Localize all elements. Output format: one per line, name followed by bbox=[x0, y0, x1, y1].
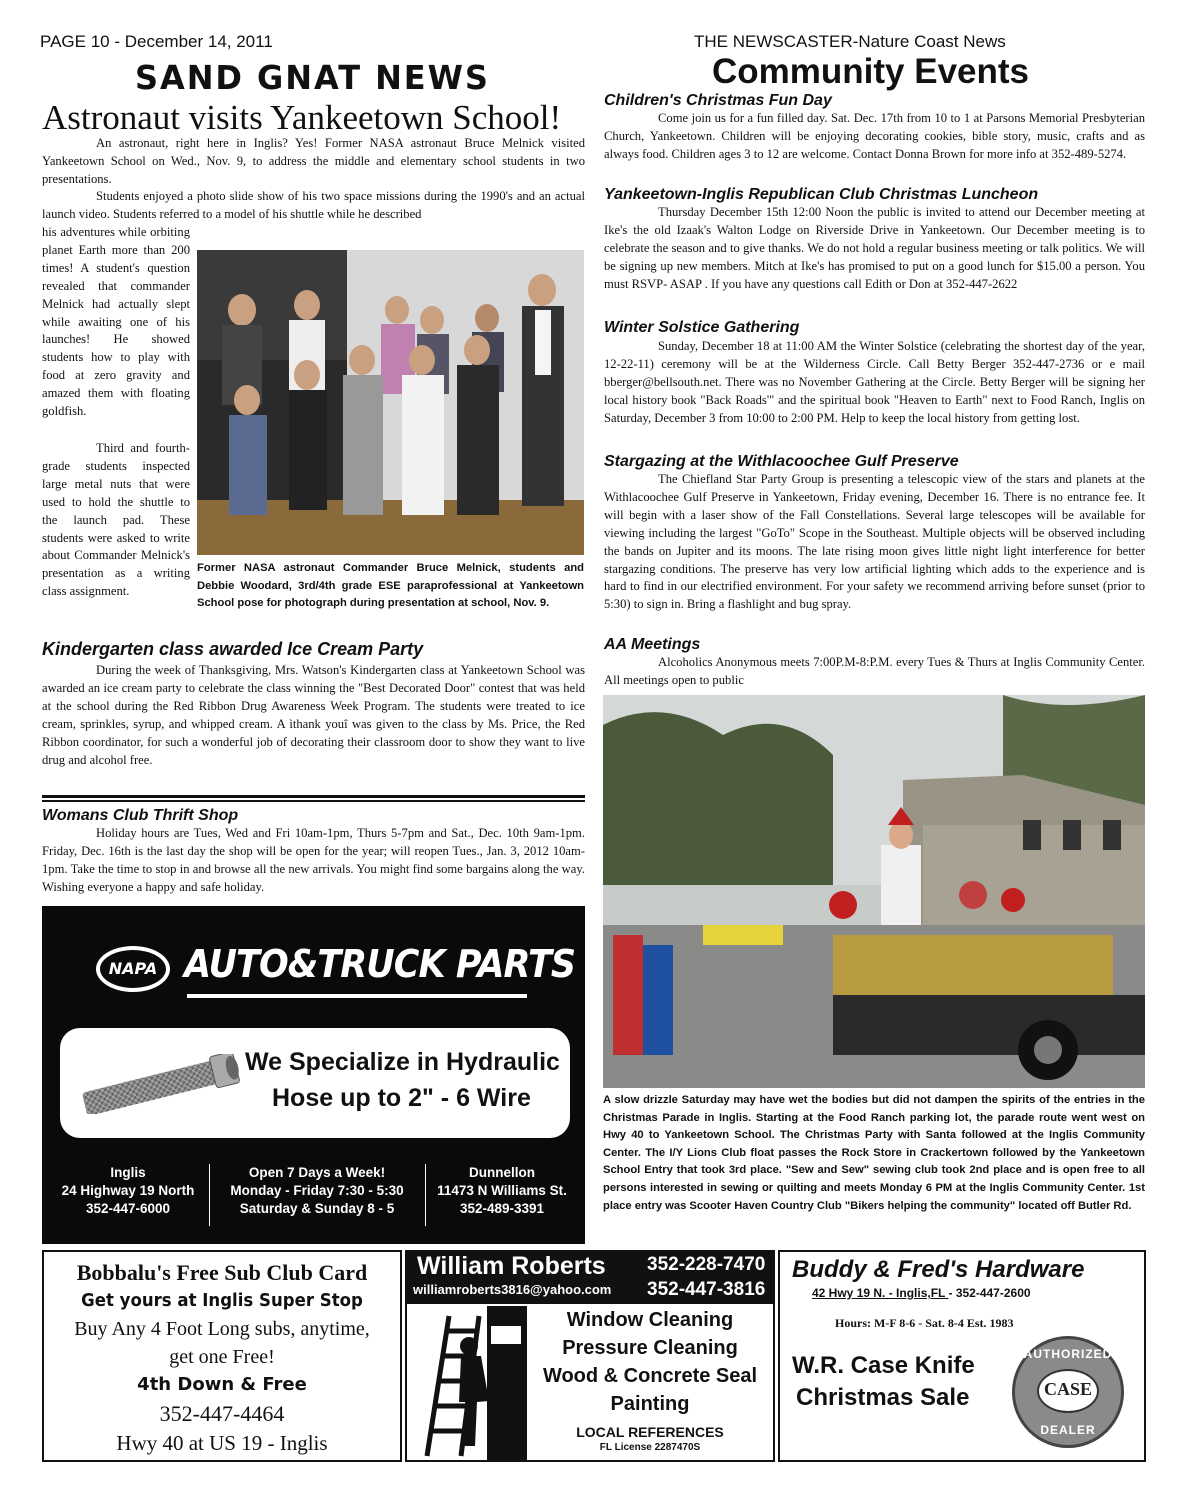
service-item: Painting bbox=[610, 1393, 690, 1415]
bobbalu-subtitle: Get yours at Inglis Super Stop bbox=[81, 1290, 363, 1311]
william-name: William Roberts bbox=[417, 1252, 606, 1280]
event-title: Children's Christmas Fun Day bbox=[604, 92, 832, 109]
william-email: williamroberts3816@yahoo.com bbox=[413, 1282, 612, 1297]
case-sale-line2: Christmas Sale bbox=[796, 1384, 970, 1411]
william-references: LOCAL REFERENCES bbox=[576, 1424, 724, 1440]
kindergarten-body: During the week of Thanksgiving, Mrs. Watson's Kindergarten class at Yankeetown School was awarded an ice cream party to celebrate the class winning the "Best Decorated Door" contest that was held at the school during the Red Ribbon Drug Awareness Week Program. The students were treated to ice cream, sprinkles, syrup, and whipped cream. A ìthank youî was given to the class by Ms. Price, the Red Ribbon coordinator, for such a wonderful job of decorating their classroom door to show they want to live drug and alcohol free. bbox=[42, 663, 585, 767]
article-column: his adventures while orbiting planet Earth more than 200 times! A student's question revealed that commander Melnick had actually slept while awaiting one of his launches! He showed students how to play with food at zero gravity and amazed them with floating goldfish. bbox=[42, 225, 190, 419]
headline: Astronaut visits Yankeetown School! bbox=[42, 98, 562, 137]
event-body: Come join us for a fun filled day. Sat. Dec. 17th from 10 to 1 at Parsons Memorial Presbyterian Church, Yankeetown. Children will be enjoying decorating cookies, bible story, music, crafts and as always food. Children ages 3 to 12 are welcome. Contact Donna Brown for more info at 352-489-5274. bbox=[604, 111, 1145, 161]
thrift-body: Holiday hours are Tues, Wed and Fri 10am-1pm, Thurs 5-7pm and Sat., Dec. 10th 9am-1pm. Friday, Dec. 16th is the last day the shop will be open for the year; will reopen Tues., Jan. 3, 2012 10am-1pm. Take the time to stop in and browse all the new arrivals. You might find some bargains along the way. Wishing everyone a happy and safe holiday. bbox=[42, 826, 585, 894]
napa-hours: Open 7 Days a Week! Monday - Friday 7:30 - 5:30 Saturday & Sunday 8 - 5 bbox=[230, 1165, 404, 1216]
badge-mid-text: CASE bbox=[1043, 1379, 1092, 1399]
service-item: Pressure Cleaning bbox=[562, 1337, 738, 1359]
william-phone: 352-228-7470 bbox=[647, 1254, 766, 1275]
bobbalu-offer: Buy Any 4 Foot Long subs, anytime, bbox=[74, 1318, 370, 1340]
napa-title: AUTO&TRUCK PARTS bbox=[184, 942, 576, 986]
napa-location-dunnellon: Dunnellon 11473 N Williams St. 352-489-3391 bbox=[437, 1165, 567, 1216]
buddy-fred-ad bbox=[778, 1250, 1146, 1462]
william-services bbox=[527, 1306, 773, 1418]
parade-photo bbox=[603, 695, 1145, 1088]
event-title: Winter Solstice Gathering bbox=[604, 319, 800, 336]
event-body: Thursday December 15th 12:00 Noon the public is invited to attend our December meeting at Ike's the old Izaak's Walton Lodge on Riverside Drive in Yankeetown. Our December meeting is to celebrate the season and to give thanks. We do not hold a regular business meeting or talk politics. We will be signing up new members. Mitch at Ike's has promised to put on a good lunch for $15.00 a person. You must RSVP- ASAP . If you have any questions call Edith or Don at 352-447-2622 bbox=[604, 205, 1145, 291]
hose-icon bbox=[74, 1054, 244, 1114]
buddy-phone: - 352-447-2600 bbox=[948, 1286, 1031, 1300]
william-license: FL License 2287470S bbox=[599, 1442, 701, 1453]
article-column: Third and fourth-grade students inspected large metal nuts that were used to hold the shuttle to the launch pad. These students were asked to write about Commander Melnick's presentation as a writing class assignment. bbox=[42, 441, 190, 599]
bobbalu-tagline: 4th Down & Free bbox=[137, 1374, 307, 1395]
buddy-hours: Hours: M-F 8-6 - Sat. 8-4 Est. 1983 bbox=[835, 1316, 1014, 1330]
napa-spec-panel bbox=[60, 1028, 570, 1138]
badge-top-text: AUTHORIZED bbox=[1023, 1347, 1113, 1361]
napa-spec-line1: We Specialize in Hydraulic bbox=[245, 1048, 560, 1076]
william-roberts-ad bbox=[405, 1250, 775, 1462]
event-body: Sunday, December 18 at 11:00 AM the Winter Solstice (celebrating the shortest day of the year, 12-22-11) ceremony will be at the Wilderness Circle. Call Betty Berger 352-447-2736 or e mail bberger@bellsouth.net. There was no November Gathering at the Circle. Betty Berger will be signing her local history book "Back Roads'" and the spiritual book "Heaven to Earth" next to Food Ranch, Inglis on Saturday, December 3 from 10:00 to 2:00 PM. Help to keep the local history from getting lost. bbox=[604, 339, 1145, 425]
paper-name: THE NEWSCASTER-Nature Coast News bbox=[694, 32, 1006, 51]
page-folio: PAGE 10 - December 14, 2011 bbox=[40, 32, 273, 51]
buddy-address-line bbox=[812, 1286, 1031, 1300]
event-body: Alcoholics Anonymous meets 7:00P.M-8:P.M. every Tues & Thurs at Inglis Community Center. All meetings open to public bbox=[604, 655, 1145, 687]
thrift-heading: Womans Club Thrift Shop bbox=[42, 807, 239, 824]
event-title: AA Meetings bbox=[604, 636, 701, 653]
event-title: Stargazing at the Withlacoochee Gulf Preserve bbox=[604, 453, 959, 470]
event-title: Yankeetown-Inglis Republican Club Christmas Luncheon bbox=[604, 186, 1039, 203]
napa-divider bbox=[425, 1164, 426, 1226]
event-body: The Chiefland Star Party Group is presenting a telescopic view of the stars and planets at the Withlacoochee Gulf Preserve in Yankeetown, Friday evening, December 16. There is no entrance fee. It will begin with a laser show of the Fall Constellations. Several large telescopes will be available for viewing including the largest "GoTo" Scope in the Southeast. Multiple objects will be observed including the bands on Jupiter and its moons. The late rising moon gives little night light interference for better stargazing conditions. The preserve has very low artificial lighting which adds to the experience and is hard to find in our electrified environment. For your safety we recommend arriving before sunset (prior to 5:30) to sign in. Bring a flashlight and bug spray. bbox=[604, 472, 1145, 612]
william-phone: 352-447-3816 bbox=[647, 1279, 766, 1300]
painter-ladder-icon bbox=[409, 1306, 527, 1460]
buddy-title: Buddy & Fred's Hardware bbox=[792, 1256, 1085, 1283]
bobbalu-phone: 352-447-4464 bbox=[159, 1401, 285, 1426]
service-item: Window Cleaning bbox=[566, 1309, 734, 1331]
article-paragraph: An astronaut, right here in Inglis? Yes! Former NASA astronaut Bruce Melnick visited Yankeetown School on Wed., Nov. 9, to address the middle and elementary school students in two presentations. bbox=[42, 136, 585, 186]
napa-location-inglis: Inglis 24 Highway 19 North 352-447-6000 bbox=[61, 1165, 195, 1216]
article-paragraph: Students enjoyed a photo slide show of his two space missions during the 1990's and an actual launch video. Students referred to a model of his shuttle while he described bbox=[42, 189, 585, 221]
parade-caption: A slow drizzle Saturday may have wet the bodies but did not dampen the spirits of the entries in the Christmas Parade in Inglis. Starting at the Food Ranch parking lot, the parade route went west on Hwy 40 to Yankeetown School. The Christmas Party with Santa followed at the Inglis Community Center. The I/Y Lions Club float passes the Rock Store in Crackertown followed by the Yankeetown School Entry that took 3rd place. "Sew and Sew" sewing club took 2nd place and is open free to all persons interested in sewing or quilting and meets Monday 6 PM at the Inglis Community Center. 1st place entry was Scooter Haven Country Club "Bikers helping the community" located off Butler Rd. bbox=[603, 1094, 1145, 1212]
napa-ad bbox=[42, 906, 585, 1244]
napa-underline bbox=[187, 994, 527, 998]
service-item: Wood & Concrete Seal bbox=[542, 1365, 758, 1387]
buddy-address: 42 Hwy 19 N. - Inglis,FL bbox=[812, 1286, 949, 1300]
badge-bottom-text: DEALER bbox=[1040, 1423, 1096, 1437]
bobbalu-address: Hwy 40 at US 19 - Inglis bbox=[116, 1431, 328, 1455]
photo-caption: Former NASA astronaut Commander Bruce Melnick, students and Debbie Woodard, 3rd/4th grade ESE paraprofessional at Yankeetown School pose for photograph during presentation at school, Nov. 9. bbox=[197, 562, 584, 610]
kindergarten-heading: Kindergarten class awarded Ice Cream Party bbox=[42, 639, 424, 659]
masthead: SAND GNAT NEWS bbox=[135, 58, 490, 97]
bobbalu-ad bbox=[42, 1250, 402, 1462]
case-dealer-badge bbox=[1012, 1336, 1124, 1448]
napa-divider bbox=[209, 1164, 210, 1226]
students-photo bbox=[197, 250, 584, 555]
bobbalu-offer: get one Free! bbox=[169, 1346, 275, 1368]
bobbalu-title: Bobbalu's Free Sub Club Card bbox=[76, 1260, 368, 1285]
section-title: Community Events bbox=[712, 52, 1029, 91]
napa-spec-line2: Hose up to 2" - 6 Wire bbox=[272, 1084, 531, 1112]
napa-logo: NAPA bbox=[96, 946, 170, 992]
section-divider bbox=[42, 795, 585, 802]
case-sale-line1: W.R. Case Knife bbox=[792, 1352, 975, 1379]
